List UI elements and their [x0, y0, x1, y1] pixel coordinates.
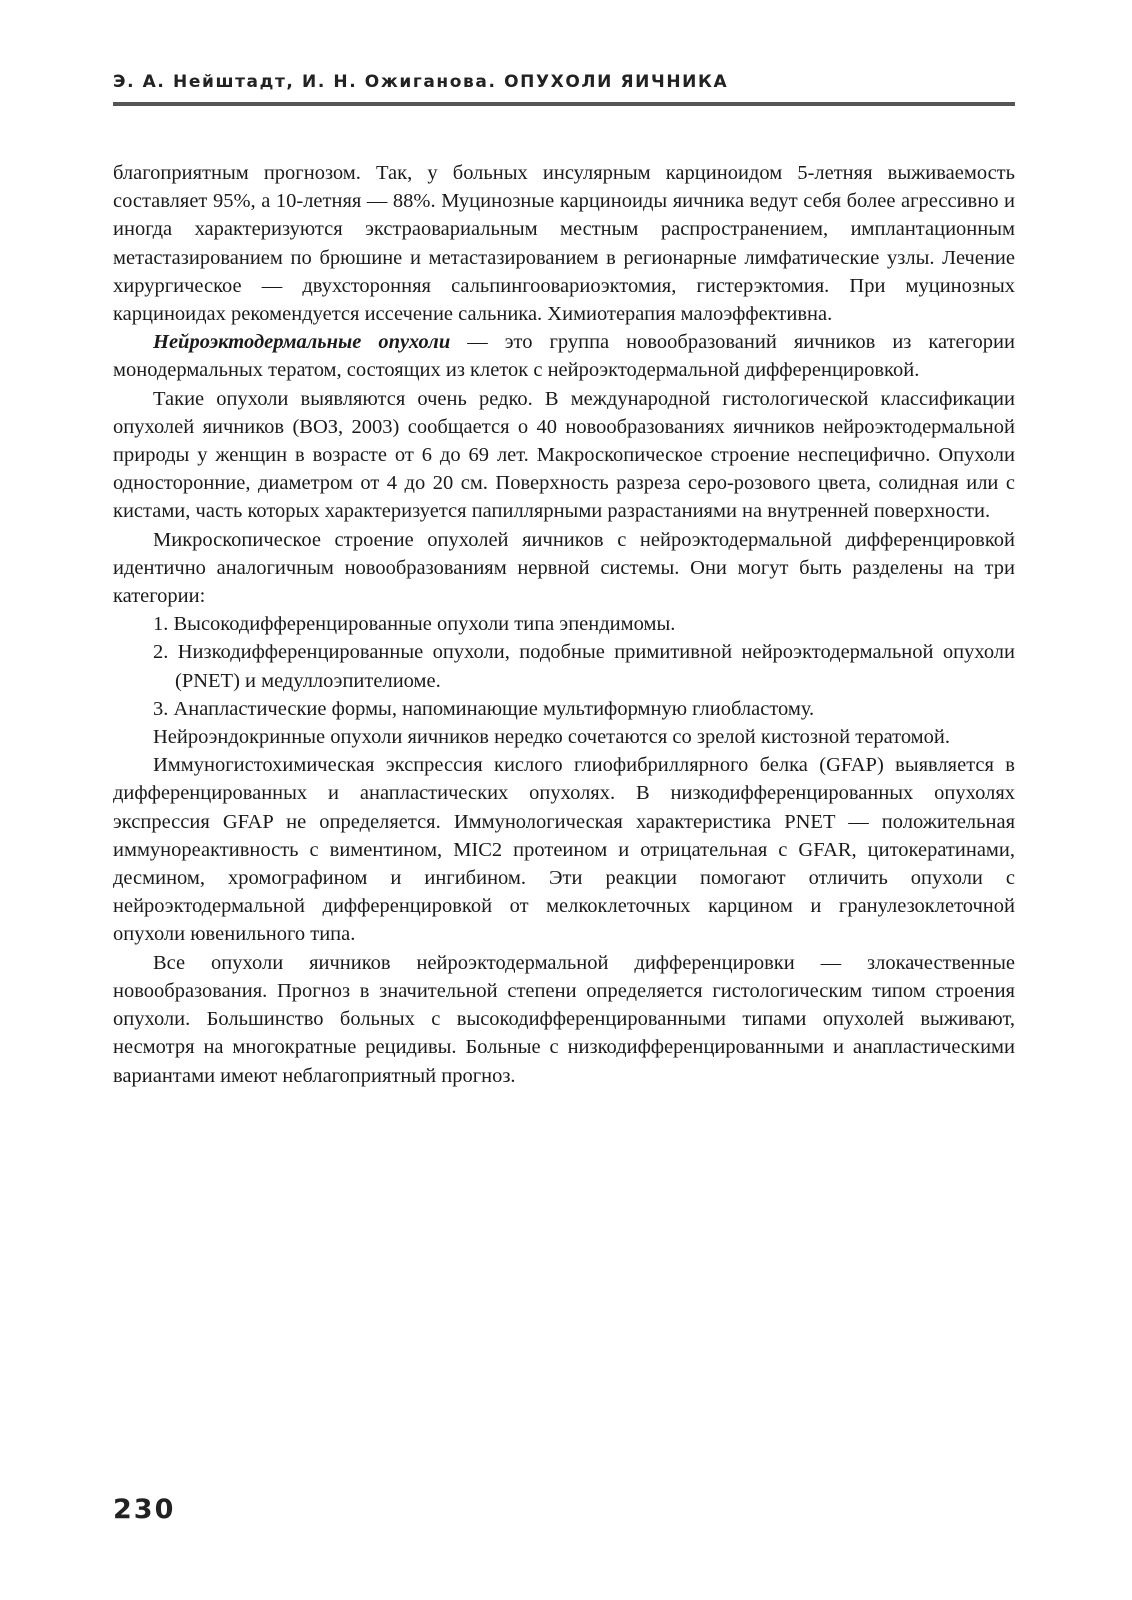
page-number: 230 [113, 1494, 176, 1525]
header-rule [113, 102, 1015, 106]
running-head: Э. А. Нейштадт, И. Н. Ожиганова. ОПУХОЛИ ЯИЧНИКА [113, 72, 729, 92]
list-item: 1. Высокодифференцированные опухоли типа эпендимомы. [153, 613, 676, 636]
paragraph-5: Нейроэндокринные опухоли яичников нередко сочетаются со зрелой кистозной тератомой. [153, 726, 950, 749]
body-text [113, 159, 1015, 1090]
paragraph-7: Все опухоли яичников нейроэктодермальной дифференцировки — злокачественные новообразования. Прогноз в значительной степени определяется гистологическим типом строения опухоли. Большинство больных с высокодифференцированными типами опухолей выживают, несмотря на многократные рецидивы. Больные с низкодифференцированными и анапластическими вариантами имеют неблагоприятный прогноз. [113, 951, 1015, 1087]
paragraph-1: благоприятным прогнозом. Так, у больных инсулярным карциноидом 5-летняя выживаемость составляет 95%, а 10-летняя — 88%. Муцинозные карциноиды яичника ведут себя более агрессивно и иногда характеризуются экстраовариальным местным распространением, имплантационным метастазированием по брюшине и метастазированием в регионарные лимфатические узлы. Лечение хирургическое — двухсторонняя сальпингоовариоэктомия, гистерэктомия. При муцинозных карциноидах рекомендуется иссечение сальника. Химиотерапия малоэффективна. [113, 162, 1015, 326]
paragraph-4: Микроскопическое строение опухолей яичников с нейроэктодермальной дифференцировкой идентично аналогичным новообразованиям нервной системы. Они могут быть разделены на три категории: [113, 528, 1015, 608]
term-neuroectodermal: Нейроэктодермальные опухоли [153, 331, 451, 354]
list-item: 3. Анапластические формы, напоминающие мультиформную глиобластому. [153, 697, 815, 720]
list-item: 2. Низкодифференцированные опухоли, подобные примитивной нейроэктодермальной опухоли (PNET) и медуллоэпителиоме. [153, 641, 1015, 692]
paragraph-2-text: — это группа новообразований яичников из категории монодермальных тератом, состоящих из клеток с нейроэктодермальной дифференцировкой. [113, 331, 1015, 382]
paragraph-3: Такие опухоли выявляются очень редко. В международной гистологической классификации опухолей яичников (ВОЗ, 2003) сообщается о 40 новообразованиях яичников нейроэктодермальной природы у женщин в возрасте от 6 до 69 лет. Макроскопическое строение неспецифично. Опухоли односторонние, диаметром от 4 до 20 см. Поверхность разреза серо-розового цвета, солидная или с кистами, часть которых характеризуется папиллярными разрастаниями на внутренней поверхности. [113, 387, 1015, 523]
paragraph-6: Иммуногистохимическая экспрессия кислого глиофибриллярного белка (GFAP) выявляется в дифференцированных и анапластических опухолях. В низкодифференцированных опухолях экспрессия GFAP не определяется. Иммунологическая характеристика PNET — положительная иммунореактивность с виментином, MIC2 протеином и отрицательная с GFAR, цитокератинами, десмином, хромографином и ингибином. Эти реакции помогают отличить опухоли с нейроэктодермальной дифференцировкой от мелкоклеточных карцином и гранулезоклеточной опухоли ювенильного типа. [113, 754, 1015, 946]
paragraph-2 [113, 328, 1015, 384]
